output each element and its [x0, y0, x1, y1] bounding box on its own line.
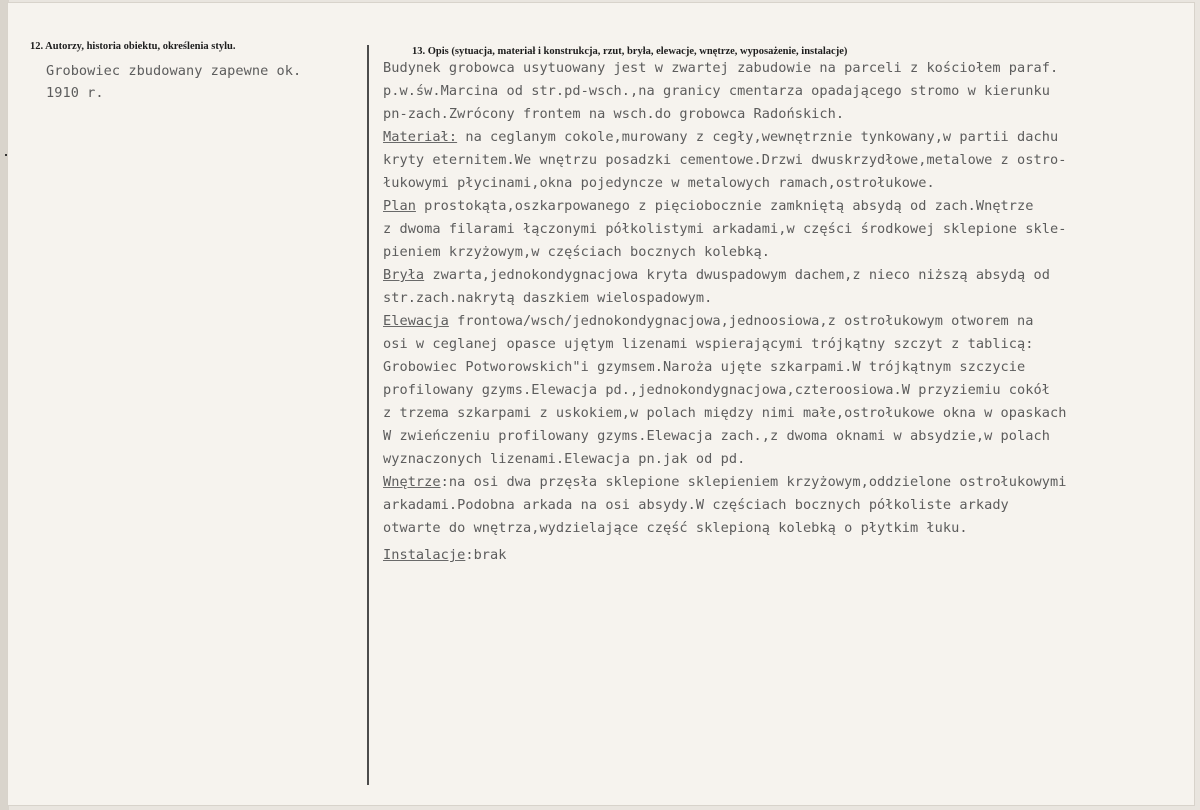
description-line [383, 244, 770, 260]
archive-card [8, 3, 1194, 805]
description-line-text: Budynek grobowca usytuowany jest w zwartej zabudowie na parceli z kościołem paraf. [383, 60, 1059, 76]
description-line [383, 382, 1050, 398]
description-line-text: łukowymi płycinami,okna pojedyncze w metalowych ramach,ostrołukowe. [383, 175, 935, 191]
description-line [383, 267, 1050, 283]
description-line [383, 129, 1058, 145]
description-line [383, 474, 1066, 490]
description-line-text: pieniem krzyżowym,w częściach bocznych kolebką. [383, 244, 771, 260]
description-line [383, 547, 507, 563]
description-line-text: W zwieńczeniu profilowany gzyms.Elewacja zach.,z dwoma oknami w absydzie,w polach [383, 428, 1050, 444]
description-line-text: p.w.św.Marcina od str.pd-wsch.,na granicy cmentarza opadającego stromo w kierunku [383, 83, 1050, 99]
description-line-text: pn-zach.Zwrócony frontem na wsch.do grobowca Radońskich. [383, 106, 845, 122]
description-line [383, 428, 1050, 444]
description-line-text: :brak [465, 547, 507, 563]
description-line-text: Grobowiec Potworowskich"i gzymsem.Naroża ujęte szkarpami.W trójkątnym szczycie [383, 359, 1026, 375]
description-line-label: Bryła [383, 267, 425, 283]
description-line [383, 290, 712, 306]
description-line-label: Plan [383, 198, 416, 214]
section-12-line: 1910 r. [46, 85, 104, 101]
description-line-text: na ceglanym cokole,murowany z cegły,wewnętrznie tynkowany,w partii dachu [457, 129, 1059, 145]
description-line [383, 359, 1025, 375]
description-line [383, 221, 1066, 237]
description-line-text: kryty eternitem.We wnętrzu posadzki cementowe.Drzwi dwuskrzydłowe,metalowe z ostro- [383, 152, 1067, 168]
column-divider [367, 45, 369, 785]
description-line-text: prostokąta,oszkarpowanego z pięciobocznie zamkniętą absydą od zach.Wnętrze [415, 198, 1034, 214]
description-line [383, 175, 935, 191]
description-line [383, 152, 1066, 168]
description-line-text: :na osi dwa przęsła sklepione sklepieniem krzyżowym,oddzielone ostrołukowymi [440, 474, 1067, 490]
description-line-text: zwarta,jednokondygnacjowa kryta dwuspadowym dachem,z nieco niższą absydą od [424, 267, 1050, 283]
description-line-text: profilowany gzyms.Elewacja pd.,jednokondygnacjowa,czteroosiowa.W przyziemiu cokół [383, 382, 1050, 398]
section-12-header: 12. Autorzy, historia obiektu, określenia stylu. [30, 41, 236, 52]
description-line-label: Instalacje [383, 547, 466, 563]
description-line-text: z dwoma filarami łączonymi półkolistymi arkadami,w części środkowej sklepione skle- [383, 221, 1067, 237]
description-line [383, 520, 968, 536]
description-line-text: otwarte do wnętrza,wydzielające część sklepioną kolebką o płytkim łuku. [383, 520, 968, 536]
description-line-text: wyznaczonych lizenami.Elewacja pn.jak od pd. [383, 451, 746, 467]
description-line [383, 198, 1034, 214]
description-line [383, 451, 745, 467]
description-line [383, 405, 1066, 421]
description-line-label: Elewacja [383, 313, 449, 329]
description-line-text: frontowa/wsch/jednokondygnacjowa,jednoosiowa,z ostrołukowym otworem na [448, 313, 1034, 329]
description-line-text: osi w ceglanej opasce ujętym lizenami wspierającymi trójkątny szczyt z tablicą: [383, 336, 1034, 352]
section-13-header: 13. Opis (sytuacja, materiał i konstrukcja, rzut, bryła, elewacje, wnętrze, wyposażenie, instalacje) [412, 46, 848, 57]
description-line-label: Materiał: [383, 129, 458, 145]
description-line-text: str.zach.nakrytą daszkiem wielospadowym. [383, 290, 713, 306]
section-12-line: Grobowiec zbudowany zapewne ok. [46, 63, 302, 79]
description-line-text: z trzema szkarpami z uskokiem,w polach między nimi małe,ostrołukowe okna w opaskach [383, 405, 1067, 421]
description-line [383, 336, 1034, 352]
description-line [383, 497, 1009, 513]
description-line [383, 83, 1050, 99]
description-line [383, 106, 844, 122]
description-line-text: arkadami.Podobna arkada na osi absydy.W częściach bocznych półkoliste arkady [383, 497, 1009, 513]
description-line [383, 313, 1034, 329]
description-line-label: Wnętrze [383, 474, 441, 490]
description-line [383, 60, 1058, 76]
